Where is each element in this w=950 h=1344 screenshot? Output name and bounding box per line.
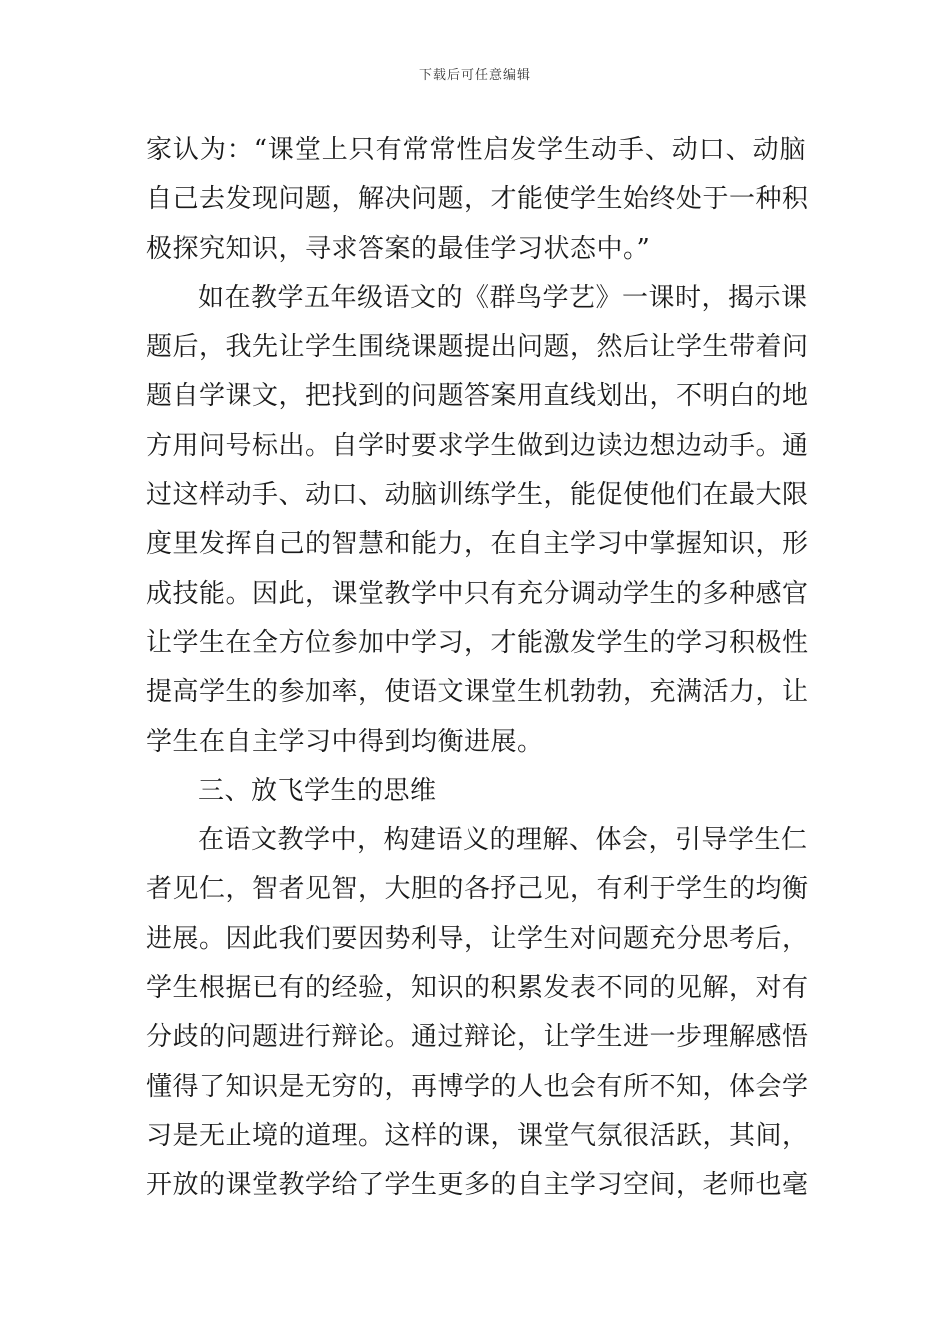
text-line: 三、放飞学生的思维 bbox=[198, 775, 437, 806]
text-line: 提高学生的参加率，使语文课堂生机勃勃，充满活力，让 bbox=[146, 677, 809, 708]
text-line: 习是无止境的道理。这样的课，课堂气氛很活跃，其间， bbox=[146, 1120, 809, 1151]
text-line: 学生在自主学习中得到均衡进展。 bbox=[146, 726, 544, 757]
text-line: 让学生在全方位参加中学习，才能激发学生的学习积极性 bbox=[146, 627, 809, 658]
document-body bbox=[146, 126, 809, 1211]
text-line: 题自学课文，把找到的问题答案用直线划出，不明白的地 bbox=[146, 381, 809, 412]
text-line: 分歧的问题进行辩论。通过辩论，让学生进一步理解感悟 bbox=[146, 1022, 809, 1053]
text-line: 家认为：“课堂上只有常常性启发学生动手、动口、动脑 bbox=[146, 135, 806, 165]
text-line: 自己去发现问题，解决问题，才能使学生始终处于一种积 bbox=[146, 184, 809, 215]
text-line: 方用问号标出。自学时要求学生做到边读边想边动手。通 bbox=[146, 430, 809, 461]
text-line: 在语文教学中，构建语义的理解、体会，引导学生仁 bbox=[198, 825, 808, 856]
text-line: 进展。因此我们要因势利导，让学生对问题充分思考后， bbox=[146, 923, 809, 954]
text-line: 如在教学五年级语文的《群鸟学艺》一课时，揭示课 bbox=[198, 282, 808, 313]
text-line: 者见仁，智者见智，大胆的各抒己见，有利于学生的均衡 bbox=[146, 874, 809, 905]
text-line: 成技能。因此，课堂教学中只有充分调动学生的多种感官 bbox=[146, 578, 809, 609]
text-line: 开放的课堂教学给了学生更多的自主学习空间，老师也毫 bbox=[146, 1170, 809, 1201]
text-line: 题后，我先让学生围绕课题提出问题，然后让学生带着问 bbox=[146, 332, 809, 363]
text-line: 懂得了知识是无穷的，再博学的人也会有所不知，体会学 bbox=[146, 1071, 809, 1102]
text-line: 极探究知识，寻求答案的最佳学习状态中。” bbox=[146, 233, 651, 264]
text-line: 度里发挥自己的智慧和能力，在自主学习中掌握知识，形 bbox=[146, 529, 809, 560]
text-line: 学生根据已有的经验，知识的积累发表不同的见解，对有 bbox=[146, 973, 809, 1004]
page-header: 下载后可任意编辑 bbox=[418, 68, 531, 83]
text-line: 过这样动手、动口、动脑训练学生，能促使他们在最大限 bbox=[146, 480, 809, 511]
